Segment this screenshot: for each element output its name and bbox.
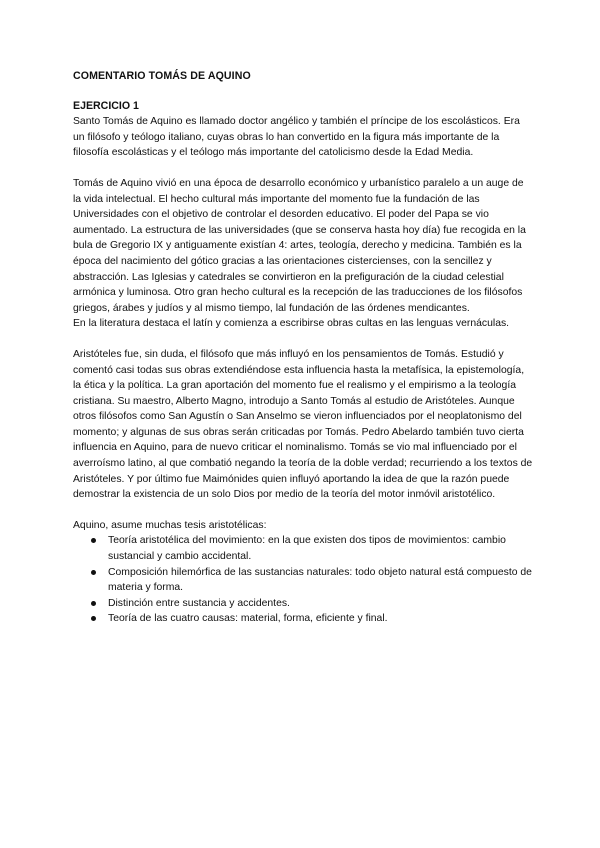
list-item-text: Composición hilemórfica de las sustancias naturales: todo objeto natural está compuesto de materia y forma. (108, 566, 532, 594)
paragraph-theses-intro: Aquino, asume muchas tesis aristotélicas: (73, 519, 267, 531)
bullet-icon (91, 616, 96, 621)
list-item (91, 611, 533, 627)
paragraph-context: Tomás de Aquino vivió en una época de desarrollo económico y urbanístico paralelo a un auge de la vida intelectual. El hecho cultural más importante del momento fue la fundación de las Universidades con el objetivo de controlar el desorden educativo. El poder del Papa se vio aumentado. La estructura de las universidades (que se conserva hasta hoy día) fue recogida en la bula de Gregorio IX y antiguamente existían 4: artes, teología, derecho y medicina. También es la época del nacimiento del gótico gracias a las orientaciones cistercienses, con la sencillez y abstracción. Las Iglesias y catedrales se convirtieron en la prefiguración de la ciudad celestial armónica y luminosa. Otro gran hecho cultural es la recepción de las traducciones de los filósofos griegos, árabes y judíos y al mismo tiempo, lal fundación de las órdenes mendicantes. (73, 177, 526, 314)
paragraph-intro: Santo Tomás de Aquino es llamado doctor angélico y también el príncipe de los escolásticos. Era un filósofo y teólogo italiano, cuyas obras lo han convertido en la figura más importante de la filosofía escolásticas y el teólogo más importante del catolicismo desde la Edad Media. (73, 116, 520, 159)
paragraph-literature: En la literatura destaca el latín y comienza a escribirse obras cultas en las lenguas vernáculas. (73, 318, 510, 330)
document-body (73, 69, 533, 627)
list-item-text: Teoría de las cuatro causas: material, forma, eficiente y final. (108, 613, 388, 625)
list-item (91, 596, 533, 612)
document-title: COMENTARIO TOMÁS DE AQUINO (73, 70, 251, 82)
list-item-text: Distinción entre sustancia y accidentes. (108, 597, 290, 609)
bullet-icon (91, 601, 96, 606)
list-item (91, 565, 533, 596)
exercise-heading: EJERCICIO 1 (73, 99, 139, 112)
bullet-icon (91, 570, 96, 575)
theses-list (73, 533, 533, 627)
list-item-text: Teoría aristotélica del movimiento: en la que existen dos tipos de movimientos: cambio sustancial y cambio accidental. (108, 535, 506, 563)
list-item (91, 533, 533, 564)
bullet-icon (91, 538, 96, 543)
paragraph-influences: Aristóteles fue, sin duda, el filósofo que más influyó en los pensamientos de Tomás. Estudió y comentó casi todas sus obras extendiéndose esta influencia hasta la metafísica, la epistemología, la ética y la política. La gran aportación del momento fue el realismo y el empirismo a la teología cristiana. Su maestro, Alberto Magno, introdujo a Santo Tomás al estudio de Aristóteles. Aunque otros filósofos como San Agustín o San Anselmo se vieron influenciados por el neoplatonismo del momento; y algunas de sus obras serán criticadas por Tomás. Pedro Abelardo también tuvo cierta influencia en Aquino, para de nuevo criticar el nominalismo. Tomás se vio mal influenciado por el averroísmo latino, al que combatió negando la teoría de la doble verdad; recurriendo a los textos de Aristóteles. Y por último fue Maimónides quien influyó aportando la idea de que la razón puede demostrar la existencia de un solo Dios por medio de la teoría del motor inmóvil aristotélico. (73, 348, 533, 501)
